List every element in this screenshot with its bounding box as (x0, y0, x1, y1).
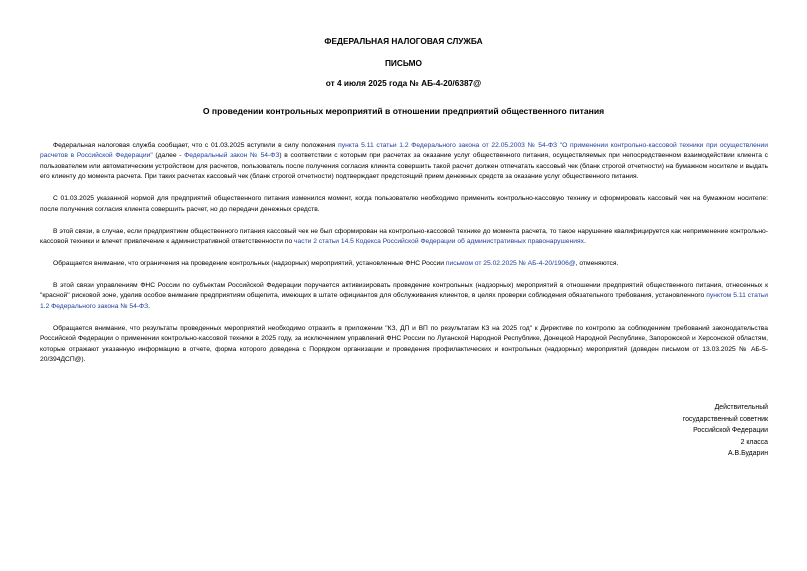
document-type: ПИСЬМО (384, 58, 423, 68)
paragraph-5: В этой связи управлениям ФНС России по субъектам Российской Федерации поручается активизировать проведение контрольных (надзорных) мероприятий в отношении предприятий общественного питания, отнесенных к "красной" рисковой зоне, уделив особое внимание предприятиям общепита, имеющих в штате официантов для обслуживания клиентов, в целях проверки соблюдения обязательного требования, установленного пунктом 5.11 статьи 1.2 Федерального закона № 54-ФЗ. (40, 282, 768, 310)
agency-name: ФЕДЕРАЛЬНАЯ НАЛОГОВАЯ СЛУЖБА (324, 36, 483, 46)
law-link-point-5-11[interactable]: пункта 5.11 статьи 1.2 Федерального закона от 22.05.2003 № 54-ФЗ "О применении контрольно-кассовой техники при осуществлении расчетов в Российской Федерации" (40, 142, 768, 160)
law-54fz-link[interactable]: Федеральный закон № 54-ФЗ (184, 152, 280, 160)
letter-link[interactable]: письмом от 25.02.2025 № АБ-4-20/1906@ (445, 260, 576, 268)
signer-title-line-2: государственный советник (682, 415, 768, 423)
document-date-number: от 4 июля 2025 года № АБ-4-20/6387@ (325, 78, 482, 88)
paragraph-2: С 01.03.2025 указанной нормой для предприятий общественного питания изменился момент, когда пользователю необходимо применить контрольно-кассовую технику и сформировать кассовый чек на бумажном носителе: после получения согласия клиента совершить расчет, но до передачи денежных средств. (40, 195, 768, 213)
paragraph-4: Обращается внимание, что ограничения на проведение контрольных (надзорных) мероприятий, установленные ФНС России письмом от 25.02.2025 № АБ-4-20/1906@, отменяются. (53, 260, 619, 268)
paragraph-3: В этой связи, в случае, если предприятием общественного питания кассовый чек не был сформирован на контрольно-кассовой технике до момента расчета, то такое нарушение квалифицируется как неприменение контрольно-кассовой техники и влечет привлечение к административной ответственности по части 2 статьи 14.5 Кодекса Российской Федерации об административных правонарушениях. (40, 227, 768, 246)
signer-title-line-1: Действительный (714, 404, 768, 411)
paragraph-1: Федеральная налоговая служба сообщает, что с 01.03.2025 вступили в силу положения пункта 5.11 статьи 1.2 Федерального закона от 22.05.2003 № 54-ФЗ "О применении контрольно-кассовой техники при осуществлении расчетов в Российской Федерации" (далее - Федеральный закон № 54-ФЗ) в соответствии с которым при расчетах за оказание услуг общественного питания, осуществляемых при непосредственном взаимодействии клиента с пользователем или автоматическим устройством для расчетов, пользователь после получения согласия клиента совершить такой расчет должен отпечатать кассовый чек (бланк строгой отчетности) на бумажном носителе и выдать его клиенту до момента расчета. При таких расчетах кассовый чек (бланк строгой отчетности) подтверждает предстоящий прием денежных средств за оказание услуг общественного питания. (40, 142, 769, 181)
signature-block (683, 402, 768, 460)
signer-title-line-3: Российской Федерации (693, 427, 768, 435)
signer-name: А.В.Бударин (728, 450, 768, 458)
letter-body (40, 141, 768, 377)
signer-title-line-4: 2 класса (740, 438, 768, 446)
document-subject: О проведении контрольных мероприятий в отношении предприятий общественного питания (202, 106, 605, 116)
law-link-point-5-11-second[interactable]: пунктом 5.11 статьи 1.2 Федерального закона № 54-ФЗ (40, 292, 768, 310)
paragraph-6: Обращается внимание, что результаты проведенных мероприятий необходимо отразить в приложении "КЗ, ДП и ВП по результатам КЗ на 2025 год" к Директиве по контролю за соблюдением требований законодательства Российской Федерации о применении контрольно-кассовой техники в 2025 году, за исключением управлений ФНС России по Луганской Народной Республике, Донецкой Народной Республике, Запорожской и Херсонской областям, которые отражают указанную информацию в отчете, форма которого доведена с Порядком организации и проведения профилактических и контрольных (надзорных) мероприятий (доведен письмом от 13.03.2025 № АБ-5-20/394ДСП@). (40, 324, 768, 364)
koap-link[interactable]: части 2 статьи 14.5 Кодекса Российской Федерации об административных правонарушениях (294, 238, 584, 246)
